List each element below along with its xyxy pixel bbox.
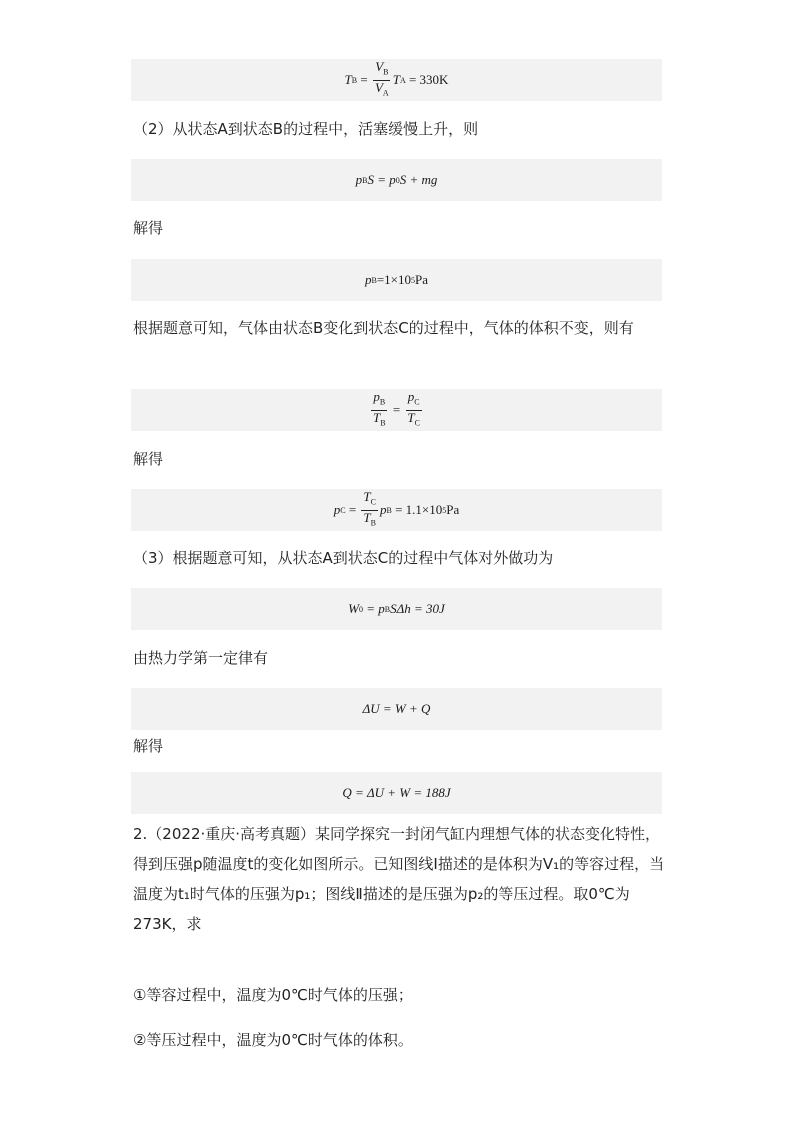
formula-pressure-balance: p B S = p 0 S + mg (131, 159, 662, 201)
formula-pc: p C = $\frac{T_C}{T_B}$ p B = 1.1×10 5 Pa (131, 489, 662, 531)
paragraph-part3: （3）根据题意可知，从状态A到状态C的过程中气体对外做功为 (133, 549, 554, 567)
paragraph-problem-2: 2.（2022·重庆·高考真题）某同学探究一封闭气缸内理想气体的状态变化特性，得到压强p随温度t的变化如图所示。已知图线Ⅰ描述的是体积为V₁的等容过程，当温度为t₁时气体的压强为p₁；图线Ⅱ描述的是压强为p₂的等压过程。取0℃为273K，求 (133, 825, 665, 933)
formula-tb: T B = $\frac{V_B}{V_A}$ T A = 330K (131, 59, 662, 101)
formula-pb: p B =1×10 5 Pa (131, 259, 662, 301)
fraction-pb-tb: $\frac{p_B}{T_B}$ (373, 388, 386, 428)
paragraph-solve-1: 解得 (133, 219, 164, 237)
formula-isochoric: $\frac{p_B}{T_B}$ = $\frac{p_C}{T_C}$ (131, 389, 662, 431)
formula-first-law: ΔU = W + Q (131, 688, 662, 730)
paragraph-first-law: 由热力学第一定律有 (133, 649, 269, 667)
paragraph-solve-2: 解得 (133, 450, 164, 468)
fraction-vb-va: $\frac{V_B}{V_A}$ (374, 58, 389, 98)
paragraph-b-to-c: 根据题意可知，气体由状态B变化到状态C的过程中，气体的体积不变，则有 (133, 319, 634, 337)
paragraph-question-1: ①等容过程中，温度为0℃时气体的压强； (133, 986, 413, 1004)
fraction-tc-tb: $\frac{T_C}{T_B}$ (363, 488, 376, 528)
paragraph-part2: （2）从状态A到状态B的过程中，活塞缓慢上升，则 (133, 120, 479, 138)
formula-work: W 0 = p B SΔh = 30J (131, 588, 662, 630)
paragraph-question-2: ②等压过程中，温度为0℃时气体的体积。 (133, 1031, 413, 1049)
formula-q: Q = ΔU + W = 188J (131, 772, 662, 814)
fraction-pc-tc: $\frac{p_C}{T_C}$ (407, 388, 420, 428)
paragraph-solve-3: 解得 (133, 737, 164, 755)
